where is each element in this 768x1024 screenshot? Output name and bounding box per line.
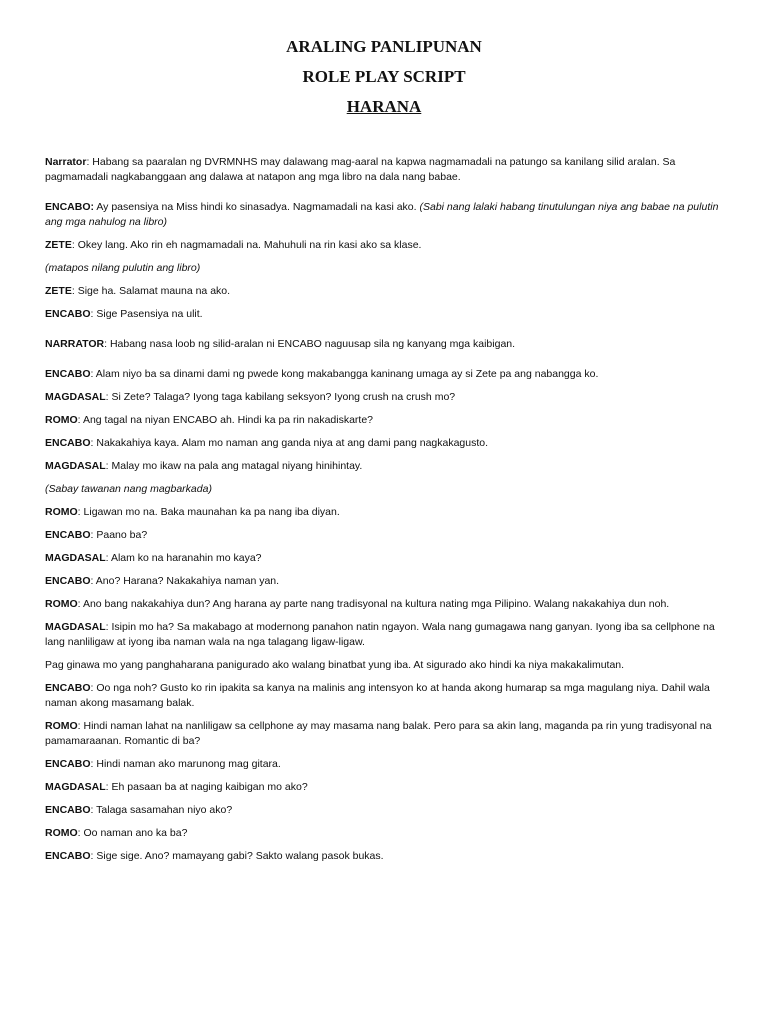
line-text: Hindi naman ako marunong mag gitara. <box>96 758 281 770</box>
speaker-name: ENCABO <box>45 575 91 587</box>
speaker-name: ENCABO: <box>45 201 94 213</box>
line-text: Talaga sasamahan niyo ako? <box>96 804 233 816</box>
title-block <box>0 38 768 128</box>
line-text: Malay mo ikaw na pala ang matagal niyang hinihintay. <box>111 460 363 472</box>
script-line: MAGDASAL: Eh pasaan ba at naging kaibigan mo ako? <box>45 781 308 793</box>
speaker-name: ENCABO <box>45 308 91 320</box>
line-text: Ano bang nakakahiya dun? Ang harana ay parte nang tradisyonal na kultura nating mga Pilipino. Walang nakakahiya dun noh. <box>82 598 670 610</box>
speaker-name: Narrator <box>45 156 87 168</box>
script-line: ROMO: Oo naman ano ka ba? <box>45 827 188 839</box>
script-line: ENCABO: Alam niyo ba sa dinami dami ng pwede kong makabangga kaninang umaga ay si Zete pa ang nabangga ko. <box>45 368 599 380</box>
speaker-name: ZETE <box>45 285 72 297</box>
line-text: Hindi naman lahat na nanliligaw sa cellphone ay may masama nang balak. Pero para sa akin lang, maganda pa rin yung tradisyonal na pamamaraanan. Romantic di ba? <box>45 720 712 747</box>
script-line: ROMO: Hindi naman lahat na nanliligaw sa cellphone ay may masama nang balak. Pero para sa akin lang, maganda pa rin yung tradisyonal na pamamaraanan. Romantic di ba? <box>45 720 712 747</box>
line-text: Isipin mo ha? Sa makabago at modernong panahon natin ngayon. Wala nang gumagawa nang ganyan. Iyong iba sa cellphone na lang nanliligaw at iyong iba naman wala na nga talagang ligaw-ligaw. <box>45 621 715 648</box>
speaker-name: MAGDASAL <box>45 391 106 403</box>
script-line <box>45 200 728 230</box>
speaker-name: ENCABO <box>45 682 91 694</box>
script-line: MAGDASAL: Si Zete? Talaga? Iyong taga kabilang seksyon? Iyong crush na crush mo? <box>45 391 456 403</box>
script-line: ROMO: Ano bang nakakahiya dun? Ang harana ay parte nang tradisyonal na kultura nating mga Pilipino. Walang nakakahiya dun noh. <box>45 598 670 610</box>
line-text: Oo nga noh? Gusto ko rin ipakita sa kanya na malinis ang intensyon ko at handa akong humarap sa mga magulang niya. Dahil wala naman akong masamang balak. <box>45 682 710 709</box>
script-line: ENCABO: Sige sige. Ano? mamayang gabi? Sakto walang pasok bukas. <box>45 850 384 862</box>
line-text: Sige Pasensiya na ulit. <box>96 308 203 320</box>
script-line: ENCABO: Hindi naman ako marunong mag gitara. <box>45 758 281 770</box>
script-line: NARRATOR: Habang nasa loob ng silid-aralan ni ENCABO naguusap sila ng kanyang mga kaibigan. <box>45 338 516 350</box>
speaker-name: NARRATOR <box>45 338 105 350</box>
subject-heading: ARALING PANLIPUNAN <box>286 37 482 56</box>
speaker-name: ROMO <box>45 720 78 732</box>
line-text: Si Zete? Talaga? Iyong taga kabilang seksyon? Iyong crush na crush mo? <box>111 391 456 403</box>
speaker-name: ROMO <box>45 414 78 426</box>
script-line: MAGDASAL: Malay mo ikaw na pala ang matagal niyang hinihintay. <box>45 460 363 472</box>
script-line: ENCABO: Talaga sasamahan niyo ako? <box>45 804 233 816</box>
line-text: Ligawan mo na. Baka maunahan ka pa nang iba diyan. <box>83 506 340 518</box>
speaker-name: ROMO <box>45 506 78 518</box>
line-text: Paano ba? <box>96 529 148 541</box>
script-line: ENCABO: Sige Pasensiya na ulit. <box>45 308 203 320</box>
stage-direction: (Sabay tawanan nang magbarkada) <box>45 483 212 495</box>
stage-direction: (Sabi nang lalaki habang tinutulungan niya ang babae na pulutin ang mga nahulog na libro) <box>45 201 719 228</box>
script-line-continuation: Pag ginawa mo yang panghaharana panigurado ako walang binatbat yung iba. At sigurado ako hindi ka niya makakalimutan. <box>45 659 625 671</box>
line-text: Habang sa paaralan ng DVRMNHS may dalawang mag-aaral na kapwa nagmamadali na patungo sa kanilang silid aralan. Sa pagmamadali nagkabanggaan ang dalawa at natapon ang mga libro na dala nang babae. <box>45 156 676 183</box>
speaker-name: ZETE <box>45 239 72 251</box>
script-line: ROMO: Ang tagal na niyan ENCABO ah. Hindi ka pa rin nakadiskarte? <box>45 414 374 426</box>
speaker-name: ENCABO <box>45 850 91 862</box>
speaker-name: ENCABO <box>45 529 91 541</box>
script-line: MAGDASAL: Alam ko na haranahin mo kaya? <box>45 552 262 564</box>
speaker-name: MAGDASAL <box>45 781 106 793</box>
speaker-name: MAGDASAL <box>45 621 106 633</box>
speaker-name: ENCABO <box>45 758 91 770</box>
script-line: ZETE: Sige ha. Salamat mauna na ako. <box>45 285 231 297</box>
speaker-name: MAGDASAL <box>45 460 106 472</box>
script-line: Narrator: Habang sa paaralan ng DVRMNHS may dalawang mag-aaral na kapwa nagmamadali na patungo sa kanilang silid aralan. Sa pagmamadali nagkabanggaan ang dalawa at natapon ang mga libro na dala nang babae. <box>45 156 676 183</box>
speaker-name: ENCABO <box>45 437 91 449</box>
script-line: MAGDASAL: Isipin mo ha? Sa makabago at modernong panahon natin ngayon. Wala nang gumagawa nang ganyan. Iyong iba sa cellphone na lang nanliligaw at iyong iba naman wala na nga talagang ligaw-ligaw. <box>45 621 715 648</box>
script-line: ROMO: Ligawan mo na. Baka maunahan ka pa nang iba diyan. <box>45 506 340 518</box>
script-line: ZETE: Okey lang. Ako rin eh nagmamadali na. Mahuhuli na rin kasi ako sa klase. <box>45 239 422 251</box>
line-text: Habang nasa loob ng silid-aralan ni ENCABO naguusap sila ng kanyang mga kaibigan. <box>109 338 516 350</box>
line-text: Sige sige. Ano? mamayang gabi? Sakto walang pasok bukas. <box>96 850 384 862</box>
line-text: Sige ha. Salamat mauna na ako. <box>77 285 231 297</box>
speaker-name: ENCABO <box>45 804 91 816</box>
line-text: Oo naman ano ka ba? <box>83 827 188 839</box>
script-title: HARANA <box>346 97 422 116</box>
speaker-name: MAGDASAL <box>45 552 106 564</box>
script-type-heading: ROLE PLAY SCRIPT <box>302 67 466 86</box>
line-text: Ano? Harana? Nakakahiya naman yan. <box>95 575 280 587</box>
speaker-name: ENCABO <box>45 368 91 380</box>
line-text: Alam ko na haranahin mo kaya? <box>110 552 262 564</box>
script-line: ENCABO: Nakakahiya kaya. Alam mo naman ang ganda niya at ang dami pang nagkakagusto. <box>45 437 489 449</box>
script-line: ENCABO: Oo nga noh? Gusto ko rin ipakita sa kanya na malinis ang intensyon ko at handa akong humarap sa mga magulang niya. Dahil wala naman akong masamang balak. <box>45 682 710 709</box>
script-line: ENCABO: Paano ba? <box>45 529 148 541</box>
speaker-name: ROMO <box>45 827 78 839</box>
line-text: Ang tagal na niyan ENCABO ah. Hindi ka pa rin nakadiskarte? <box>82 414 374 426</box>
line-text: Okey lang. Ako rin eh nagmamadali na. Mahuhuli na rin kasi ako sa klase. <box>77 239 422 251</box>
line-text: Eh pasaan ba at naging kaibigan mo ako? <box>111 781 308 793</box>
stage-direction: (matapos nilang pulutin ang libro) <box>45 262 201 274</box>
line-text: Alam niyo ba sa dinami dami ng pwede kong makabangga kaninang umaga ay si Zete pa ang nabangga ko. <box>95 368 599 380</box>
speaker-name: ROMO <box>45 598 78 610</box>
script-body <box>45 155 728 872</box>
line-text: Nakakahiya kaya. Alam mo naman ang ganda niya at ang dami pang nagkakagusto. <box>96 437 489 449</box>
line-text: Ay pasensiya na Miss hindi ko sinasadya. Nagmamadali na kasi ako. <box>96 201 420 213</box>
script-line: ENCABO: Ano? Harana? Nakakahiya naman yan. <box>45 575 280 587</box>
